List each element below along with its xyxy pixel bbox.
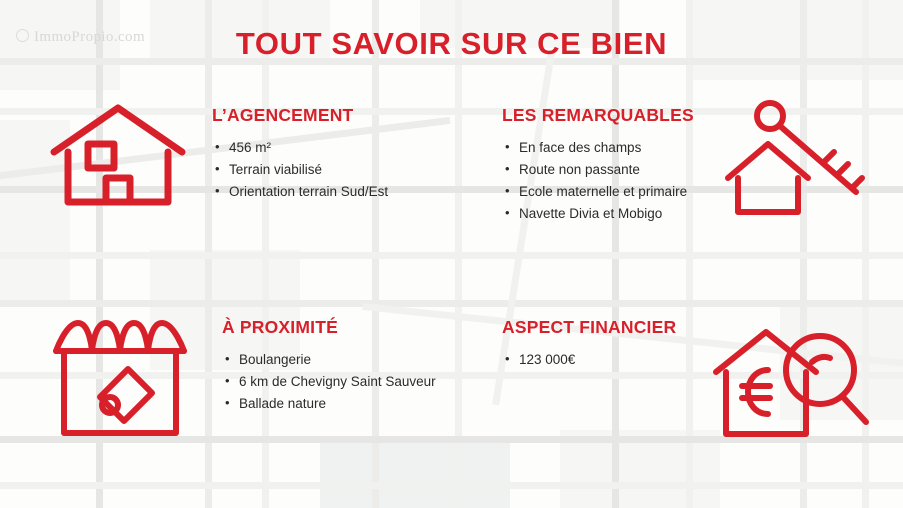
list-item: • Boulangerie <box>239 350 452 370</box>
block-list <box>502 138 742 224</box>
list-item: • 456 m² <box>229 138 462 158</box>
block-proximite <box>222 317 452 416</box>
block-heading: À PROXIMITÉ <box>222 317 338 337</box>
list-item: • Ecole maternelle et primaire <box>519 182 742 202</box>
list-item: • Navette Divia et Mobigo <box>519 204 742 224</box>
list-item: • Ballade nature <box>239 394 452 414</box>
list-item: • Route non passante <box>519 160 742 180</box>
block-list <box>212 138 462 202</box>
list-item: • Orientation terrain Sud/Est <box>229 182 462 202</box>
house-euro-magnifier-icon <box>708 322 873 447</box>
list-item: • 6 km de Chevigny Saint Sauveur <box>239 372 452 392</box>
shop-icon <box>48 313 193 443</box>
watermark-text: ImmoPropio.com <box>34 29 146 45</box>
house-icon <box>48 100 188 210</box>
block-heading: LES REMARQUABLES <box>502 105 694 125</box>
list-item: • En face des champs <box>519 138 742 158</box>
page-title: TOUT SAVOIR SUR CE BIEN <box>235 26 668 61</box>
block-heading: L’AGENCEMENT <box>212 105 354 125</box>
block-heading: ASPECT FINANCIER <box>502 317 677 337</box>
block-agencement <box>212 105 462 204</box>
list-item: • 123 000€ <box>519 350 732 370</box>
block-list <box>502 350 732 370</box>
block-remarquables <box>502 105 742 226</box>
list-item: • Terrain viabilisé <box>229 160 462 180</box>
block-financier <box>502 317 732 372</box>
block-list <box>222 350 452 414</box>
